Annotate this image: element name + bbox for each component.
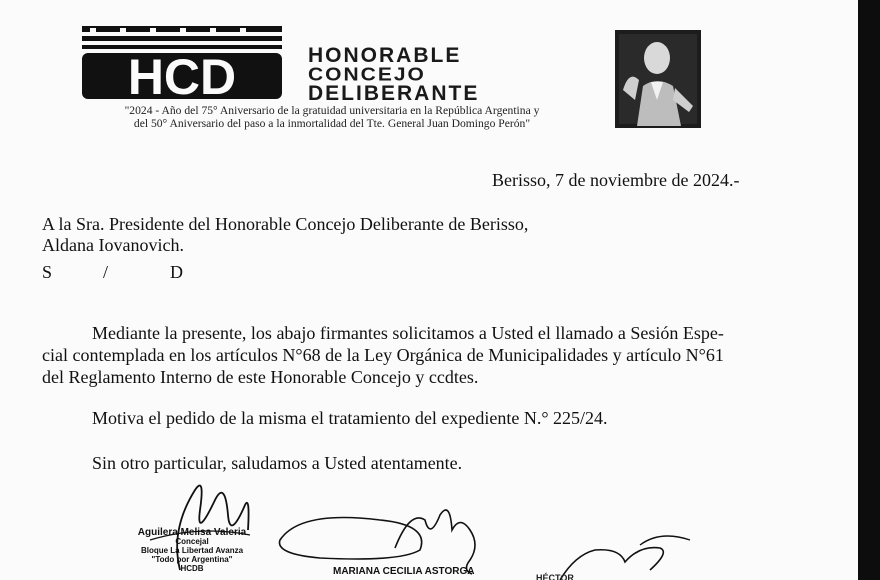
request-paragraph xyxy=(42,322,742,388)
letter-date: Berisso, 7 de noviembre de 2024.- xyxy=(492,170,740,190)
sd-d: D xyxy=(170,262,183,282)
org-line-3: DELIBERANTE xyxy=(308,82,480,105)
signature-name-astorga: MARIANA CECILIA ASTORGA xyxy=(333,566,475,577)
signature-name-hector: HÉCTOR xyxy=(536,573,574,580)
sig1-bloc-2: "Todo por Argentina" xyxy=(151,555,233,564)
sig1-org: HCDB xyxy=(180,564,204,573)
para-line-2: cial contemplada en los artículos N°68 de la Ley Orgánica de Municipalidades y artículo N°61 xyxy=(42,345,724,365)
signatures-area xyxy=(0,470,858,580)
motto-line-1: "2024 - Año del 75° Aniversario de la gratuidad universitaria en la República Argentina y xyxy=(124,104,540,117)
recipient-line-2: Aldana Iovanovich. xyxy=(42,235,184,255)
sd-slash: / xyxy=(103,262,109,282)
portrait-photo xyxy=(615,30,701,128)
motto-text xyxy=(52,104,612,130)
recipient-line-1: A la Sra. Presidente del Honorable Concejo Deliberante de Berisso, xyxy=(42,214,529,234)
sd-s: S xyxy=(42,262,53,282)
logo-letters: HCD xyxy=(127,49,237,104)
closing-line: Sin otro particular, saludamos a Usted atentamente. xyxy=(92,453,463,473)
hcd-logo xyxy=(80,24,285,104)
org-line-2: CONCEJO xyxy=(308,64,426,85)
motto-line-2: del 50° Aniversario del paso a la inmortalidad del Tte. General Juan Domingo Perón" xyxy=(133,117,531,130)
sig1-name: Aguilera Melisa Valeria xyxy=(137,527,247,538)
signature-stamp-aguilera xyxy=(127,528,257,573)
para-line-1: Mediante la presente, los abajo firmantes solicitamos a Usted el llamado a Sesión Espe- xyxy=(92,323,724,343)
para-line-3: del Reglamento Interno de este Honorable Concejo y ccdtes. xyxy=(42,367,479,387)
org-line-1: HONORABLE xyxy=(308,44,462,67)
sig1-role: Concejal xyxy=(175,537,209,546)
recipient-block xyxy=(42,214,528,256)
motive-line: Motiva el pedido de la misma el tratamiento del expediente N.° 225/24. xyxy=(92,408,608,428)
sig1-bloc: Bloque La Libertad Avanza xyxy=(140,546,244,555)
right-edge-bar xyxy=(858,0,880,580)
org-name xyxy=(308,46,479,103)
